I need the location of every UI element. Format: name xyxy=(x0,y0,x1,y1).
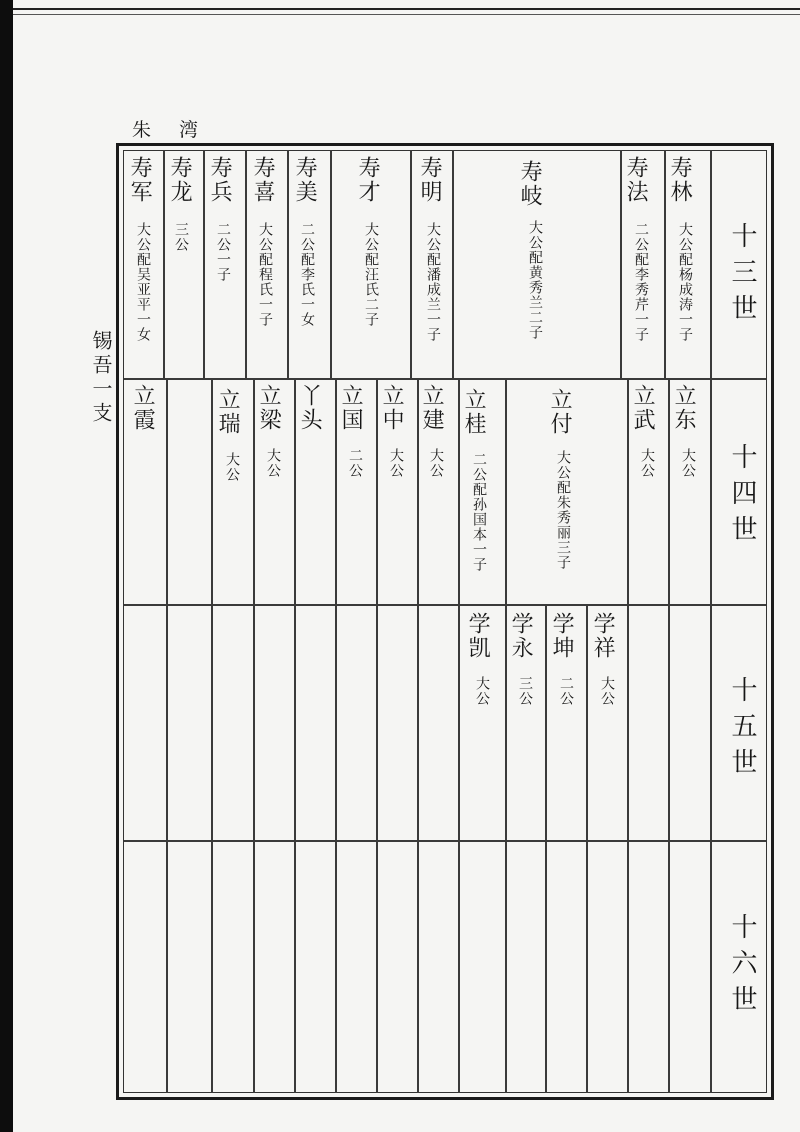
person-name: 寿军 xyxy=(127,156,153,204)
person-name: 寿法 xyxy=(623,156,649,204)
person-note: 大公配朱秀丽三子 xyxy=(555,450,571,570)
col-divider xyxy=(166,378,168,1093)
person-note: 三公 xyxy=(517,676,533,706)
person-name: 寿才 xyxy=(355,156,381,204)
col-divider xyxy=(505,378,507,1093)
col-divider xyxy=(620,150,622,378)
col-divider xyxy=(664,150,666,378)
row-divider xyxy=(124,378,766,380)
person-note: 大公 xyxy=(388,448,404,478)
col-divider xyxy=(253,378,255,1093)
person-name: 立东 xyxy=(671,384,697,432)
col-divider xyxy=(545,604,547,1093)
person-name: 立建 xyxy=(419,384,445,432)
person-note: 大公 xyxy=(265,448,281,478)
col-divider xyxy=(287,150,289,378)
col-divider xyxy=(417,378,419,1093)
person-name: 立梁 xyxy=(256,384,282,432)
person-name: 寿喜 xyxy=(250,156,276,204)
col-divider xyxy=(627,378,629,1093)
person-name: 寿美 xyxy=(292,156,318,204)
col-divider xyxy=(330,150,332,378)
binding-edge xyxy=(0,0,13,1132)
person-note: 大公配黄秀兰二子 xyxy=(527,220,543,340)
person-name: 寿岐 xyxy=(517,160,543,208)
branch-label: 锡吾一支 xyxy=(89,330,113,426)
person-note: 大公配吴亚平一女 xyxy=(135,222,151,342)
col-divider xyxy=(211,378,213,1093)
person-note: 大公 xyxy=(599,676,615,706)
person-note: 大公配潘成兰一子 xyxy=(425,222,441,342)
col-divider xyxy=(294,378,296,1093)
person-note: 大公配程氏一子 xyxy=(257,222,273,327)
person-name: 寿明 xyxy=(417,156,443,204)
col-divider xyxy=(203,150,205,378)
person-name: 寿兵 xyxy=(207,156,233,204)
table-inner-border xyxy=(123,150,767,1093)
row-divider xyxy=(124,840,766,842)
col-divider xyxy=(376,378,378,1093)
person-note: 大公 xyxy=(428,448,444,478)
person-name: 立国 xyxy=(338,384,364,432)
col-divider xyxy=(245,150,247,378)
generation-label: 十六世 xyxy=(727,913,757,1021)
person-name: 立霞 xyxy=(130,384,156,432)
person-note: 二公配李秀芹一子 xyxy=(633,222,649,342)
person-note: 大公 xyxy=(680,448,696,478)
person-name: 学祥 xyxy=(590,612,616,660)
person-note: 二公配孙国本一子 xyxy=(471,452,487,572)
person-note: 大公配杨成涛一子 xyxy=(677,222,693,342)
col-divider xyxy=(335,378,337,1093)
person-note: 大公配汪氏二子 xyxy=(363,222,379,327)
person-name: 学永 xyxy=(508,612,534,660)
col-divider xyxy=(452,150,454,378)
person-name: 学坤 xyxy=(549,612,575,660)
person-name: 立付 xyxy=(547,388,573,436)
page-header: 朱湾 xyxy=(132,119,227,141)
person-note: 二公一子 xyxy=(215,222,231,282)
person-name: 立中 xyxy=(379,384,405,432)
generation-label: 十三世 xyxy=(727,222,757,330)
row-divider xyxy=(124,604,766,606)
col-divider xyxy=(163,150,165,378)
person-note: 二公配李氏一女 xyxy=(299,222,315,327)
top-border-inner xyxy=(13,14,800,15)
person-name: 立武 xyxy=(630,384,656,432)
person-note: 大公 xyxy=(474,676,490,706)
person-name: 丫头 xyxy=(297,384,323,432)
top-border xyxy=(13,8,800,10)
person-name: 立瑞 xyxy=(215,388,241,436)
person-name: 寿龙 xyxy=(167,156,193,204)
generation-label: 十五世 xyxy=(727,676,757,784)
person-name: 学凯 xyxy=(465,612,491,660)
person-note: 二公 xyxy=(558,676,574,706)
person-note: 大公 xyxy=(639,448,655,478)
col-divider xyxy=(668,378,670,1093)
person-note: 二公 xyxy=(347,448,363,478)
person-note: 三公 xyxy=(173,222,189,252)
col-divider xyxy=(458,378,460,1093)
gen-column-divider xyxy=(710,150,712,1093)
person-name: 立桂 xyxy=(461,388,487,436)
col-divider xyxy=(586,604,588,1093)
generation-label: 十四世 xyxy=(727,443,757,551)
col-divider xyxy=(410,150,412,378)
person-note: 大公 xyxy=(224,452,240,482)
person-name: 寿林 xyxy=(667,156,693,204)
